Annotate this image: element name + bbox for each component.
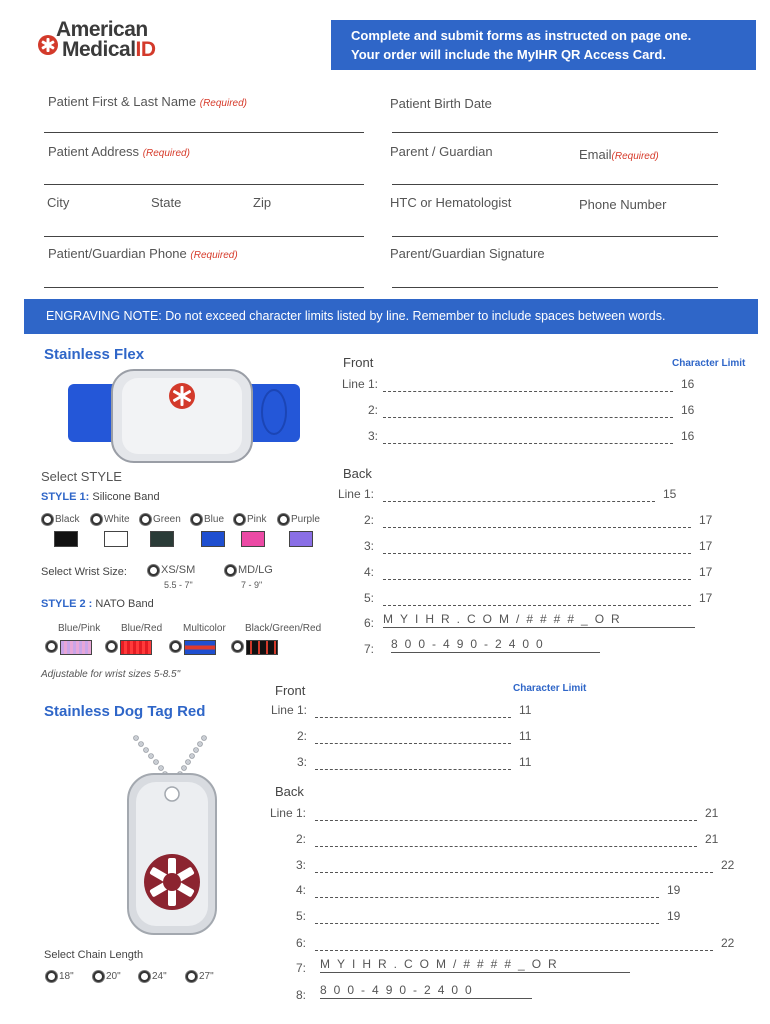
flex-back-heading: Back xyxy=(343,466,372,481)
dogtag-front-heading: Front xyxy=(275,683,306,698)
dogtag-front-line-field[interactable] xyxy=(315,717,511,718)
radio-icon[interactable] xyxy=(234,514,245,525)
dogtag-back-line-field[interactable] xyxy=(315,923,659,924)
flex-line7-label: 7: xyxy=(363,642,374,656)
logo-id-mark: ID xyxy=(135,38,156,61)
dogtag-back-line-label: Line 1: xyxy=(269,806,306,820)
engraving-note-text: ENGRAVING NOTE: Do not exceed character limits listed by line. Remember to include spaces between words. xyxy=(46,309,666,323)
guardian-phone-label: Patient/Guardian Phone (Required) xyxy=(48,246,238,261)
size-md-lg-range: 7 - 9" xyxy=(241,580,263,590)
color-radio-green[interactable] xyxy=(140,514,181,525)
dogtag-line7-label: 7: xyxy=(295,961,306,975)
flex-back-line-limit: 15 xyxy=(663,487,677,501)
email-label: Email(Required) xyxy=(579,147,659,162)
color-radio-white[interactable] xyxy=(91,514,130,525)
flex-back-line-field[interactable] xyxy=(383,553,691,554)
nato-radio[interactable] xyxy=(46,641,59,652)
flex-front-line-label: Line 1: xyxy=(341,377,378,391)
birth-date-label: Patient Birth Date xyxy=(390,96,492,111)
htc-label: HTC or Hematologist xyxy=(390,195,512,210)
radio-icon[interactable] xyxy=(93,971,104,982)
chain-label: 27" xyxy=(199,971,214,983)
chain-radio[interactable] xyxy=(139,971,167,982)
flex-front-line-field[interactable] xyxy=(383,417,673,418)
flex-back-line-field[interactable] xyxy=(383,501,655,502)
dogtag-back-line-field[interactable] xyxy=(315,846,697,847)
flex-front-line-limit: 16 xyxy=(681,403,695,417)
flex-line6-label: 6: xyxy=(363,616,374,630)
dogtag-back-line-field[interactable] xyxy=(315,872,713,873)
dogtag-back-line-limit: 19 xyxy=(667,883,681,897)
medical-star-icon xyxy=(38,35,58,55)
dogtag-back-line-field[interactable] xyxy=(315,897,659,898)
flex-back-line-limit: 17 xyxy=(699,565,713,579)
size-md-lg-radio[interactable]: MD/LG xyxy=(225,564,273,576)
htc-phone-field[interactable] xyxy=(392,236,718,237)
dogtag-back-line-label: 2: xyxy=(295,832,306,846)
flex-back-line-limit: 17 xyxy=(699,591,713,605)
dogtag-line8-label: 8: xyxy=(295,988,306,1002)
dogtag-line7-text: MYIHR.COM/####_OR xyxy=(320,957,630,973)
color-label: Blue xyxy=(204,514,225,526)
color-radio-blue[interactable] xyxy=(191,514,224,525)
flex-back-line-label: 2: xyxy=(363,513,374,527)
flex-front-line-field[interactable] xyxy=(383,391,673,392)
chain-radio[interactable] xyxy=(93,971,121,982)
nato-radio[interactable] xyxy=(106,641,119,652)
flex-front-line-limit: 16 xyxy=(681,429,695,443)
flex-title: Stainless Flex xyxy=(44,346,145,363)
flex-back-line-field[interactable] xyxy=(383,579,691,580)
chain-label: 24" xyxy=(152,971,167,983)
color-swatch-purple xyxy=(289,531,313,547)
signature-field[interactable] xyxy=(392,287,718,288)
stainless-flex-bracelet-image xyxy=(68,366,300,466)
dogtag-title: Stainless Dog Tag Red xyxy=(44,703,206,720)
flex-back-line-label: 4: xyxy=(363,565,374,579)
dogtag-char-limit-heading: Character Limit xyxy=(513,683,587,694)
engraving-note-banner xyxy=(24,299,758,334)
state-label: State xyxy=(151,195,182,210)
parent-email-field[interactable] xyxy=(392,184,718,185)
radio-icon[interactable] xyxy=(186,971,197,982)
color-label: Purple xyxy=(291,514,320,526)
dogtag-front-line-label: 2: xyxy=(296,729,307,743)
style1-heading: STYLE 1: Silicone Band xyxy=(41,491,160,503)
size-xs-sm-range: 5.5 - 7" xyxy=(164,580,193,590)
radio-icon[interactable] xyxy=(106,641,117,652)
chain-label: 20" xyxy=(106,971,121,983)
dogtag-front-line-label: Line 1: xyxy=(270,703,307,717)
nato-swatch xyxy=(120,640,152,655)
dogtag-back-line-label: 6: xyxy=(295,936,306,950)
adjustable-note: Adjustable for wrist sizes 5-8.5" xyxy=(41,669,181,680)
color-radio-black[interactable] xyxy=(42,514,79,525)
logo-line1: American xyxy=(56,18,148,41)
flex-front-line-field[interactable] xyxy=(383,443,673,444)
radio-icon[interactable] xyxy=(91,514,102,525)
color-radio-pink[interactable] xyxy=(234,514,266,525)
dogtag-back-line-label: 3: xyxy=(295,858,306,872)
radio-icon[interactable] xyxy=(278,514,289,525)
nato-swatch xyxy=(60,640,92,655)
dogtag-front-line-field[interactable] xyxy=(315,743,511,744)
guardian-phone-field[interactable] xyxy=(44,287,364,288)
dogtag-front-line-limit: 11 xyxy=(519,703,532,717)
radio-icon[interactable] xyxy=(139,971,150,982)
color-radio-purple[interactable] xyxy=(278,514,320,525)
dogtag-back-heading: Back xyxy=(275,784,304,799)
city-label: City xyxy=(47,195,70,210)
signature-label: Parent/Guardian Signature xyxy=(390,246,545,261)
color-label: Black xyxy=(55,514,80,526)
radio-icon[interactable] xyxy=(46,641,57,652)
style2-heading: STYLE 2 : NATO Band xyxy=(41,598,154,610)
dogtag-back-line-limit: 22 xyxy=(721,936,735,950)
select-style-label: Select STYLE xyxy=(41,469,122,484)
flex-back-line-limit: 17 xyxy=(699,539,713,553)
patient-name-field[interactable] xyxy=(44,132,364,133)
color-swatch-white xyxy=(104,531,128,547)
city-state-zip-field[interactable] xyxy=(44,236,364,237)
color-swatch-blue xyxy=(201,531,225,547)
radio-icon[interactable] xyxy=(170,641,181,652)
flex-front-line-limit: 16 xyxy=(681,377,695,391)
nato-radio[interactable] xyxy=(170,641,183,652)
color-label: Pink xyxy=(247,514,267,526)
zip-label: Zip xyxy=(253,195,272,210)
radio-icon[interactable] xyxy=(42,514,53,525)
address-label: Patient Address (Required) xyxy=(48,144,190,159)
dogtag-back-line-field[interactable] xyxy=(315,950,713,951)
color-swatch-black xyxy=(54,531,78,547)
dogtag-back-line-limit: 21 xyxy=(705,832,719,846)
flex-line6-text: MYIHR.COM/####_OR xyxy=(383,612,695,628)
flex-front-line-label: 3: xyxy=(367,429,378,443)
parent-guardian-label: Parent / Guardian xyxy=(390,144,493,159)
dogtag-front-line-label: 3: xyxy=(296,755,307,769)
dogtag-line8-text: 800-490-2400 xyxy=(320,983,532,999)
flex-back-line-label: 5: xyxy=(363,591,374,605)
birth-date-field[interactable] xyxy=(392,132,718,133)
patient-name-label: Patient First & Last Name (Required) xyxy=(48,94,247,109)
phone-number-label: Phone Number xyxy=(579,197,667,212)
dogtag-front-line-limit: 11 xyxy=(519,729,532,743)
chain-radio[interactable] xyxy=(46,971,74,982)
dogtag-back-line-limit: 21 xyxy=(705,806,719,820)
radio-icon[interactable] xyxy=(46,971,57,982)
nato-swatch xyxy=(246,640,278,655)
nato-label: Blue/Red xyxy=(121,623,163,634)
address-field[interactable] xyxy=(44,184,364,185)
chain-radio[interactable] xyxy=(186,971,214,982)
flex-back-line-field[interactable] xyxy=(383,605,691,606)
dogtag-back-line-limit: 19 xyxy=(667,909,681,923)
dogtag-back-line-limit: 22 xyxy=(721,858,735,872)
nato-swatch xyxy=(184,640,216,655)
nato-label: Blue/Pink xyxy=(58,623,101,634)
chain-label: 18" xyxy=(59,971,74,983)
dogtag-back-line-label: 4: xyxy=(295,883,306,897)
instruction-banner xyxy=(331,20,756,70)
banner-line1: Complete and submit forms as instructed on page one. xyxy=(351,28,692,43)
radio-icon[interactable] xyxy=(232,641,243,652)
flex-back-line-field[interactable] xyxy=(383,527,691,528)
dogtag-front-line-limit: 11 xyxy=(519,755,532,769)
dogtag-front-line-field[interactable] xyxy=(315,769,511,770)
flex-char-limit-heading: Character Limit xyxy=(672,358,746,369)
flex-line7-text: 800-490-2400 xyxy=(391,637,600,653)
color-swatch-pink xyxy=(241,531,265,547)
color-label: White xyxy=(104,514,130,526)
dogtag-back-line-label: 5: xyxy=(295,909,306,923)
flex-back-line-limit: 17 xyxy=(699,513,713,527)
color-label: Green xyxy=(153,514,181,526)
flex-front-line-label: 2: xyxy=(367,403,378,417)
logo-line2: Medical xyxy=(62,38,136,61)
radio-icon[interactable] xyxy=(191,514,202,525)
logo xyxy=(38,20,188,64)
dog-tag-image xyxy=(108,732,238,942)
nato-radio[interactable] xyxy=(232,641,245,652)
banner-line2: Your order will include the MyIHR QR Access Card. xyxy=(351,47,666,62)
radio-icon[interactable] xyxy=(140,514,151,525)
nato-label: Black/Green/Red xyxy=(245,623,322,634)
flex-back-line-label: 3: xyxy=(363,539,374,553)
color-swatch-green xyxy=(150,531,174,547)
dogtag-back-line-field[interactable] xyxy=(315,820,697,821)
wrist-size-label: Select Wrist Size: xyxy=(41,566,127,578)
chain-length-label: Select Chain Length xyxy=(44,949,144,961)
flex-front-heading: Front xyxy=(343,355,374,370)
flex-back-line-label: Line 1: xyxy=(337,487,374,501)
size-xs-sm-radio[interactable]: XS/SM xyxy=(148,564,195,576)
nato-label: Multicolor xyxy=(183,623,226,634)
